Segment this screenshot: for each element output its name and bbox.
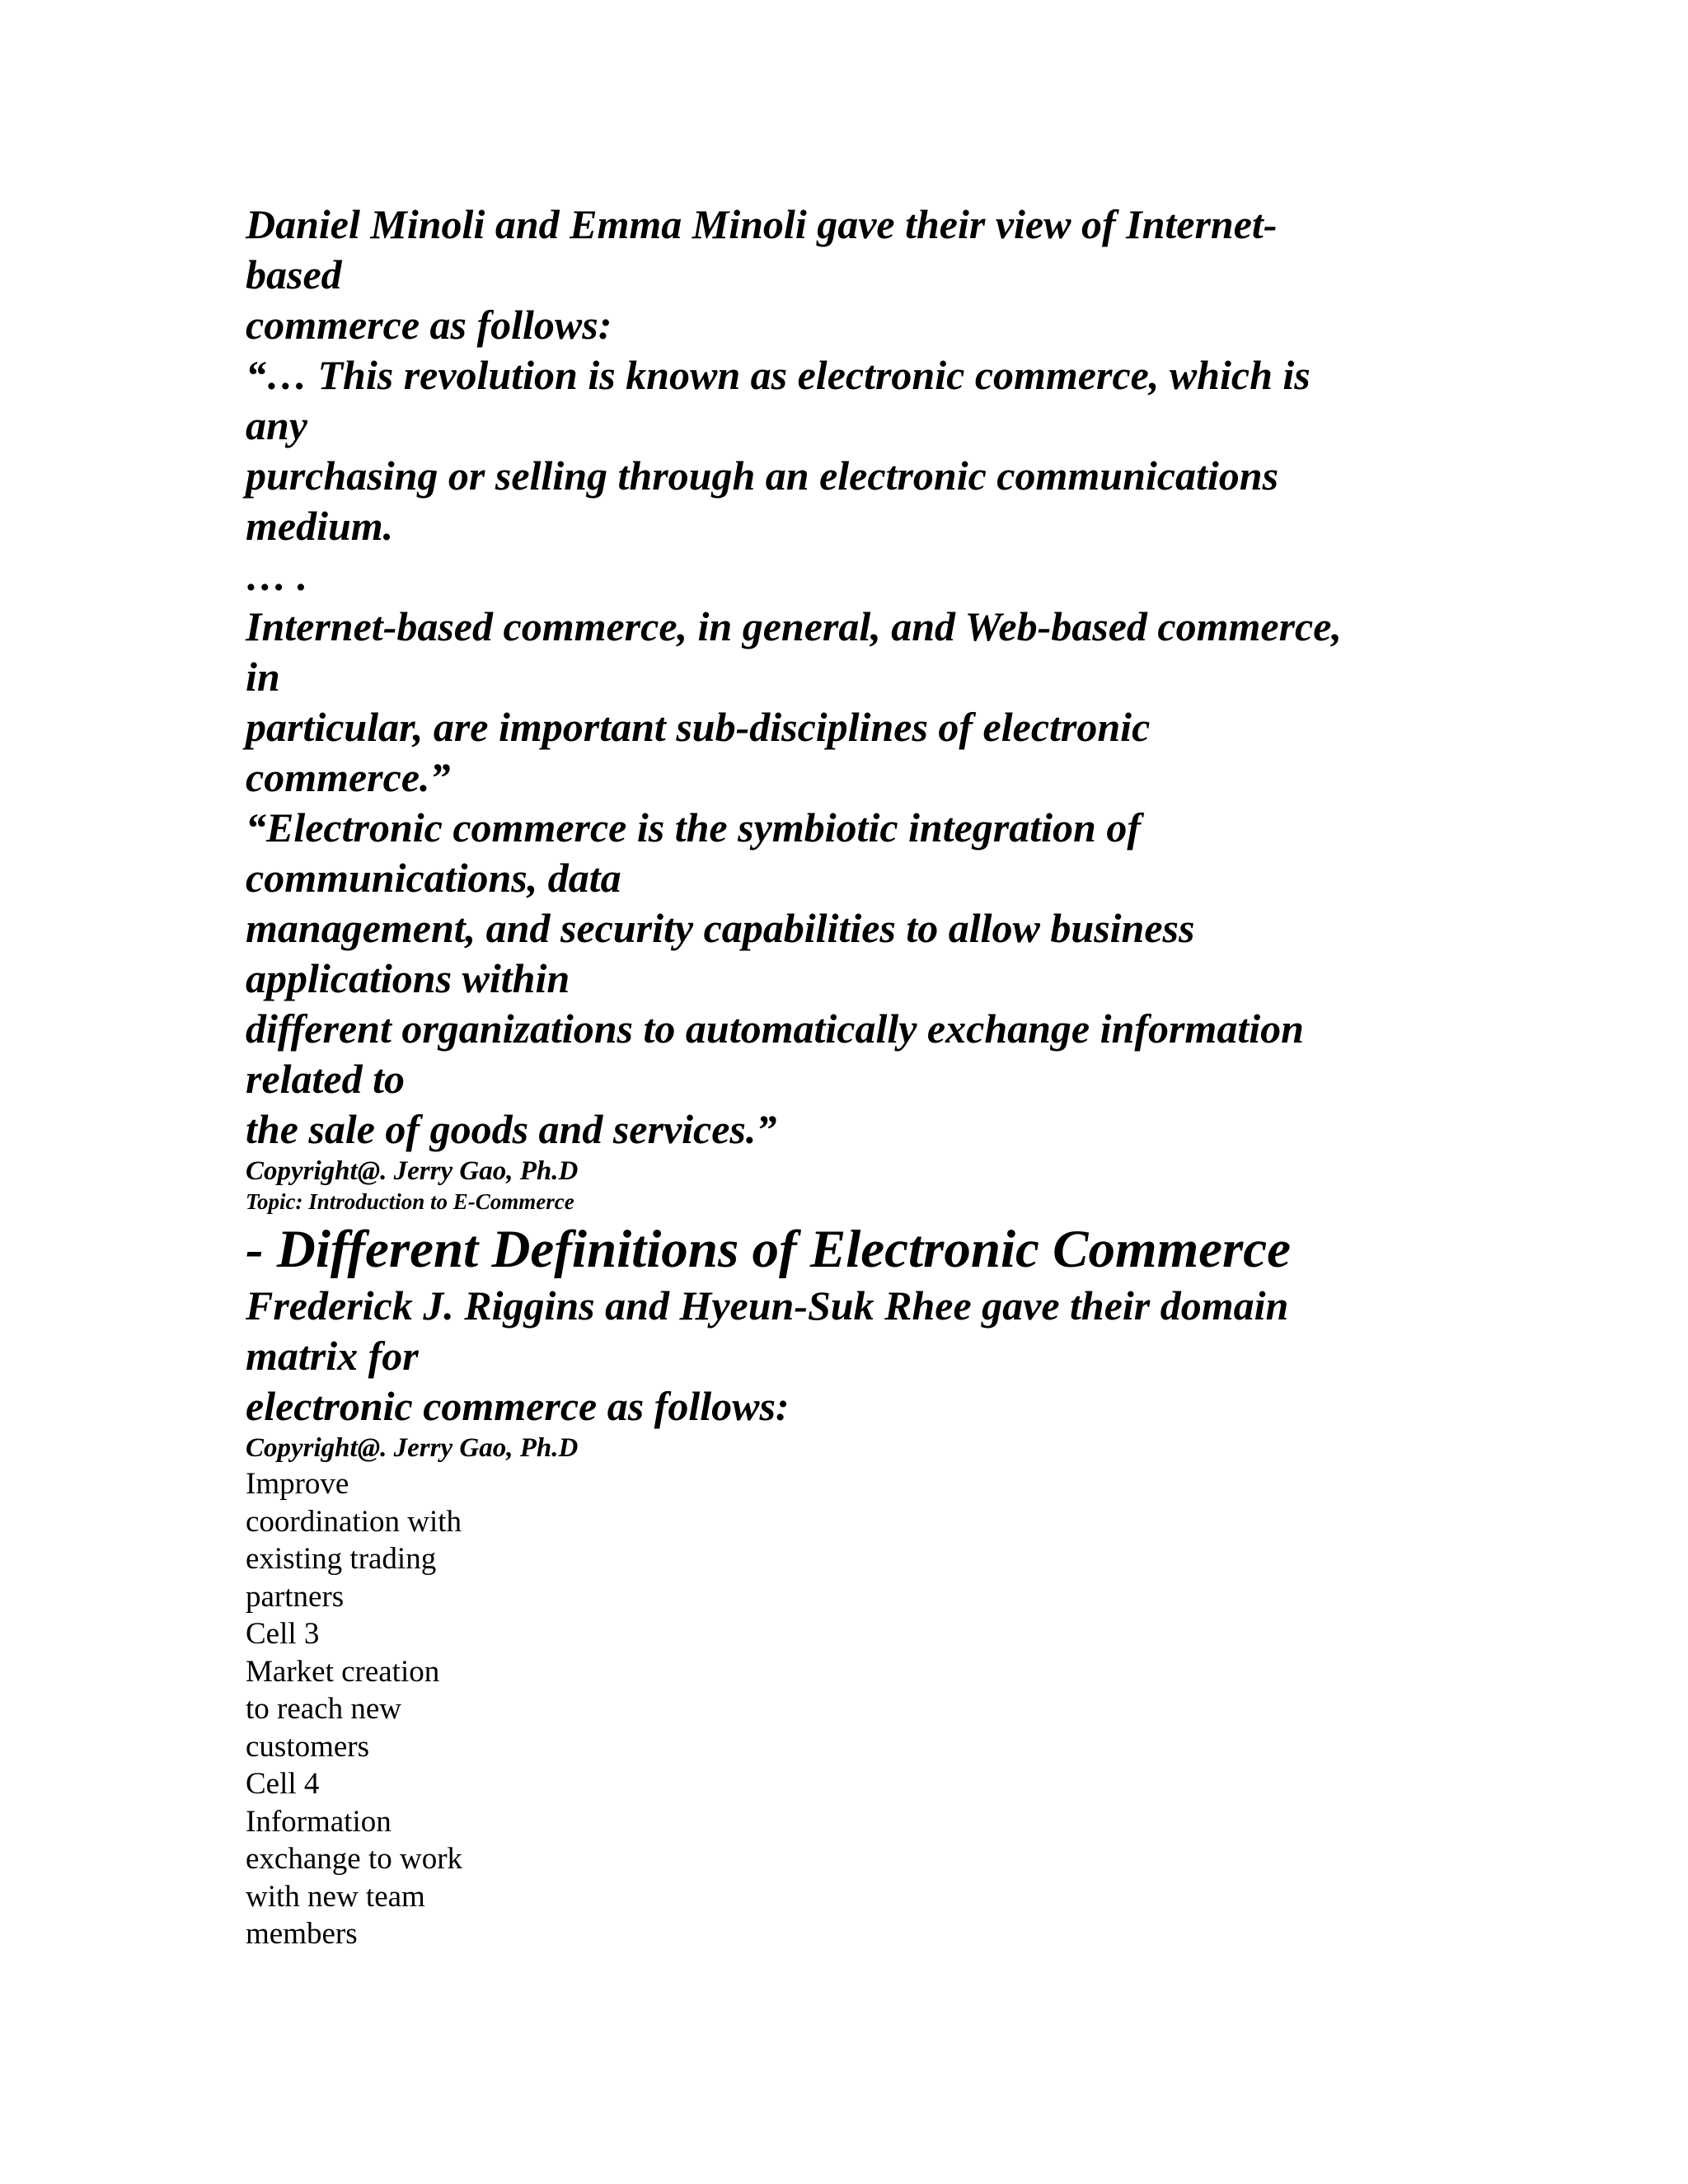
matrix-line: with new team	[246, 1879, 425, 1914]
matrix-line: exchange to work	[246, 1842, 463, 1876]
text-line: Frederick J. Riggins and Hyeun-Suk Rhee gave their domain	[246, 1282, 1289, 1329]
topic-line: Topic: Introduction to E-Commerce	[246, 1189, 574, 1214]
matrix-line: existing trading	[246, 1542, 437, 1576]
copyright-line: Copyright@. Jerry Gao, Ph.D	[246, 1156, 579, 1186]
text-line: purchasing or selling through an electronic communications	[246, 452, 1279, 499]
matrix-line: Cell 3	[246, 1617, 320, 1651]
text-line: related to	[246, 1056, 406, 1102]
text-line: in	[246, 654, 280, 700]
text-line: different organizations to automatically exchange information	[246, 1005, 1304, 1052]
matrix-line: Improve	[246, 1467, 349, 1501]
copyright-line: Copyright@. Jerry Gao, Ph.D	[246, 1433, 579, 1463]
text-line: Internet-based commerce, in general, and Web-based commerce,	[246, 603, 1342, 649]
intro-section	[246, 1281, 1449, 1432]
section-heading: - Different Definitions of Electronic Commerce	[246, 1220, 1291, 1279]
text-line: particular, are important sub-disciplines of electronic	[246, 704, 1151, 750]
text-line: electronic commerce as follows:	[246, 1383, 790, 1429]
matrix-line: coordination with	[246, 1504, 462, 1539]
matrix-line: members	[246, 1917, 358, 1951]
matrix-line: to reach new	[246, 1692, 402, 1726]
text-line: the sale of goods and services.”	[246, 1106, 777, 1152]
text-line: any	[246, 402, 307, 448]
text-line: commerce as follows:	[246, 302, 612, 348]
matrix-text	[246, 1465, 1449, 1953]
matrix-line: Information	[246, 1804, 392, 1839]
text-line: commerce.”	[246, 754, 451, 800]
text-line: … .	[246, 553, 307, 599]
quote-section	[246, 199, 1449, 1155]
page-content	[246, 199, 1449, 1953]
text-line: matrix for	[246, 1333, 419, 1379]
text-line: Daniel Minoli and Emma Minoli gave their view of Internet-	[246, 201, 1278, 247]
text-line: applications within	[246, 955, 570, 1001]
matrix-line: Market creation	[246, 1654, 440, 1689]
text-line: communications, data	[246, 855, 621, 901]
text-line: “Electronic commerce is the symbiotic integration of	[246, 804, 1142, 851]
text-line: medium.	[246, 503, 394, 549]
text-line: management, and security capabilities to allow business	[246, 905, 1195, 951]
text-line: based	[246, 251, 342, 298]
text-line: “… This revolution is known as electronic commerce, which is	[246, 352, 1311, 398]
matrix-line: partners	[246, 1579, 345, 1614]
matrix-line: Cell 4	[246, 1767, 320, 1801]
matrix-line: customers	[246, 1729, 370, 1764]
